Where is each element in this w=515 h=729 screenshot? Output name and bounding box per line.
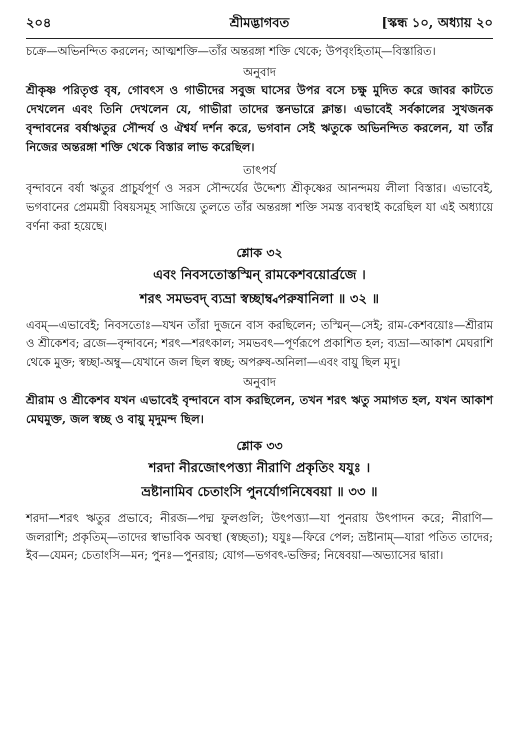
verse-33-synonyms: শরদা—শরৎ ঋতুর প্রভাবে; নীরজ—পদ্ম ফুলগুলি; উৎপত্ত্যা—যা পুনরায় উৎপাদন করে; নীরাণি—জলরাশি; প্রকৃতিম্—তাদের স্বাভাবিক অবস্থা (স্বচ্ছতা); যযুঃ—ফিরে পেল; ভ্রষ্টানাম্—যারা পতিত তাদের; ইব—যেমন; চেতাংসি—মন; পুনঃ—পুনরায়; যোগ—ভগবৎ-ভক্তির; নিষেবয়া—অভ্যাসের দ্বারা। [26, 511, 493, 562]
verse-32-label: শ্লোক ৩২ [236, 244, 283, 260]
page-content [26, 14, 493, 565]
verse-33-line-2: ভ্রষ্টানামিব চেতাংসি পুনর্যোগনিষেবয়া ॥ ৩৩ ॥ [141, 485, 378, 500]
book-title: শ্রীমদ্ভাগবত [229, 16, 290, 31]
purport-text: বৃন্দাবনে বর্ষা ঋতুর প্রাচুর্যপূর্ণ ও সরস সৌন্দর্যের উদ্দেশ্য শ্রীকৃষ্ণের আনন্দময় লীলা বিস্তার। এভাবেই, ভগবানের প্রেমময়ী বিষয়সমূহ সাজিয়ে তুলতে তাঁর অন্তরঙ্গা শক্তি সমস্ত ব্যবস্থাই করেছিল যা এই অধ্যায়ে বর্ণনা করা হয়েছে। [26, 180, 493, 233]
verse-32-line-2: শরৎ সমভবদ্ ব্যভ্রা স্বচ্ছাম্ব্বপরুষানিলা ॥ ৩২ ॥ [139, 291, 380, 307]
verse-33-line-1: শরদা নীরজোৎপত্ত্যা নীরাণি প্রকৃতিং যযুঃ । [148, 461, 371, 476]
top-synonyms: চক্রে—অভিনন্দিত করলেন; আত্মশক্তি—তাঁর অন্তরঙ্গা শক্তি থেকে; উপবৃংহিতাম্—বিস্তারিত। [26, 44, 436, 58]
page-header [26, 14, 493, 36]
chapter-reference: [স্কন্ধ ১০, অধ্যায় ২০ [381, 16, 493, 31]
verse-32-translation: শ্রীরাম ও শ্রীকেশব যখন এভাবেই বৃন্দাবনে বাস করছিলেন, তখন শরৎ ঋতু সমাগত হল, যখন আকাশ মেঘমুক্ত, জল স্বচ্ছ ও বায়ু মৃদুমন্দ ছিল। [26, 393, 493, 426]
translation-text: শ্রীকৃষ্ণ পরিতৃপ্ত বৃষ, গোবৎস ও গাভীদের সবুজ ঘাসের উপর বসে চক্ষু মুদিত করে জাবর কাটতে দেখলেন এবং তিনি দেখলেন যে, গাভীরা তাদের স্তনভারে ক্লান্ত। এভাবেই সর্বকালের সুখজনক বৃন্দাবনের বর্ষাঋতুর সৌন্দর্য ও ঐশ্বর্য দর্শন করে, ভগবান সেই ঋতুকে অভিনন্দিত করলেন, যা তাঁর নিজের অন্তরঙ্গা শক্তি থেকে বিস্তার লাভ করেছিল। [26, 82, 493, 154]
verse-32-synonyms: এবম্—এভাবেই; নিবসতোঃ—যখন তাঁরা দুজনে বাস করছিলেন; তস্মিন্—সেই; রাম-কেশবয়োঃ—শ্রীরাম ও শ্রীকেশব; ব্রজে—বৃন্দাবনে; শরৎ—শরৎকাল; সমভবৎ—পূর্ণরূপে প্রকাশিত হল; ব্যভ্রা—আকাশ মেঘরাশি থেকে মুক্ত; স্বচ্ছা-অম্বু—যেখানে জল ছিল স্বচ্ছ; অপরুষ-অনিলা—এবং বায়ু ছিল মৃদু। [26, 317, 493, 369]
verse-32-line-1: এবং নিবসতোস্তস্মিন্ রামকেশবয়োর্ব্রজে । [153, 267, 366, 283]
verse-33-label: শ্লোক ৩৩ [236, 438, 283, 453]
translation-heading: অনুবাদ [243, 64, 276, 79]
verse-32-translation-heading: অনুবাদ [243, 375, 276, 389]
purport-heading: তাৎপর্য [243, 162, 276, 177]
header-rule [26, 38, 493, 39]
page-number: ২০৪ [26, 16, 52, 31]
